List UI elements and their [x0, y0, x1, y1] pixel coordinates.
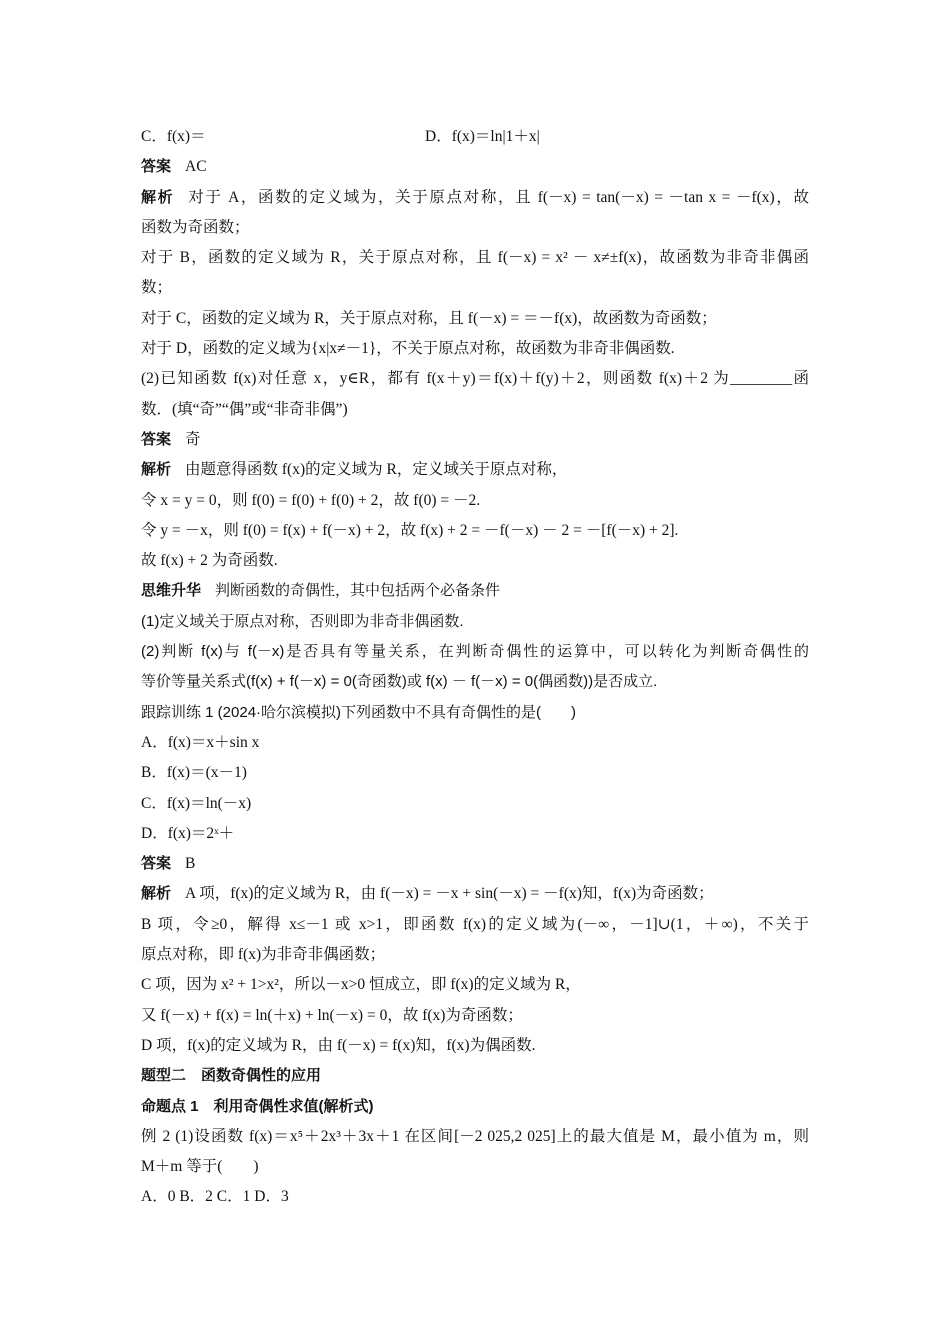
- subsection-heading: 命题点 1 利用奇偶性求值(解析式): [141, 1097, 374, 1115]
- option-d: D．f(x)＝ln|1＋x|: [425, 128, 540, 145]
- option-d: D．f(x)＝2ˣ＋: [141, 824, 235, 842]
- analysis-text: 对于 A，函数的定义域为，关于原点对称，且 f(－x) = tan(－x) = －tan x = －f(x)，故: [188, 188, 809, 206]
- answer-text: AC: [185, 158, 207, 176]
- text-line: 又 f(－x) + f(x) = ln(＋x) + ln(－x) = 0，故 f(x)为奇函数；: [141, 1006, 523, 1024]
- summary-label: 思维升华: [141, 582, 202, 600]
- text-line: M＋m 等于( ): [141, 1158, 259, 1176]
- analysis-line: [141, 879, 809, 909]
- option-a: A．f(x)＝x＋sin x: [141, 733, 260, 751]
- text-line: 函数为奇函数；: [141, 218, 250, 236]
- answer-text: 奇: [185, 430, 201, 448]
- option-c: C．f(x)＝: [141, 128, 206, 145]
- answer-text: B: [185, 855, 196, 873]
- text-line: 令 y = －x，则 f(0) = f(x) + f(－x) + 2，故 f(x) + 2 = －f(－x) － 2 = －[f(－x) + 2].: [141, 521, 679, 539]
- analysis-label: 解析: [141, 461, 172, 479]
- answer-label: 答案: [141, 430, 172, 448]
- option-cd-line: [141, 122, 809, 152]
- answer-label: 答案: [141, 158, 172, 176]
- text-line: 数．(填“奇”“偶”或“非奇非偶”): [141, 400, 348, 418]
- text-line: 对于 D，函数的定义域为{x|x≠－1}，不关于原点对称，故函数为非奇非偶函数.: [141, 340, 675, 358]
- analysis-text: A 项，f(x)的定义域为 R，由 f(－x) = －x + sin(－x) = －f(x)知，f(x)为奇函数；: [185, 885, 714, 903]
- document-page: [141, 122, 809, 1213]
- text-line: D 项，f(x)的定义域为 R，由 f(－x) = f(x)知，f(x)为偶函数.: [141, 1036, 536, 1054]
- text-line: 原点对称，即 f(x)为非奇非偶函数；: [141, 946, 386, 964]
- analysis-label: 解析: [141, 188, 175, 206]
- summary-heading-line: [141, 576, 809, 606]
- summary-line: (1)定义域关于原点对称，否则即为非奇非偶函数.: [141, 612, 464, 630]
- option-b: B．f(x)＝(x－1): [141, 764, 247, 782]
- text-line: C 项，因为 x² + 1>x²，所以－x>0 恒成立，即 f(x)的定义域为 R，: [141, 976, 581, 994]
- example-line: 例 2 (1)设函数 f(x)＝x⁵＋2x³＋3x＋1 在区间[－2 025,2 025]上的最大值是 M，最小值为 m，则: [141, 1127, 809, 1145]
- summary-line: (2)判断 f(x)与 f(－x)是否具有等量关系，在判断奇偶性的运算中，可以转化为判断奇偶性的: [141, 643, 809, 661]
- text-line: 数；: [141, 279, 173, 297]
- text-line: 对于 B，函数的定义域为 R，关于原点对称，且 f(－x) = x² － x≠±f(x)，故函数为非奇非偶函: [141, 249, 809, 267]
- answer-line: [141, 152, 809, 182]
- text-line: 令 x = y = 0，则 f(0) = f(0) + f(0) + 2，故 f(0) = －2.: [141, 491, 481, 509]
- analysis-line: [141, 183, 809, 213]
- analysis-line: [141, 455, 809, 485]
- option-c: C．f(x)＝ln(－x): [141, 794, 252, 812]
- analysis-label: 解析: [141, 885, 172, 903]
- section-heading: 题型二 函数奇偶性的应用: [141, 1067, 322, 1085]
- text-line: B 项，令≥0，解得 x≤－1 或 x>1，即函数 f(x)的定义域为(－∞，－1]∪(1，＋∞)，不关于: [141, 915, 809, 933]
- answer-line: [141, 849, 809, 879]
- answer-line: [141, 425, 809, 455]
- analysis-text: 由题意得函数 f(x)的定义域为 R，定义域关于原点对称，: [185, 461, 568, 479]
- options-line: A．0 B．2 C．1 D．3: [141, 1188, 289, 1206]
- question-line: (2)已知函数 f(x)对任意 x，y∈R，都有 f(x＋y)＝f(x)＋f(y)＋2，则函数 f(x)＋2 为________函: [141, 370, 809, 388]
- answer-label: 答案: [141, 855, 172, 873]
- summary-line: 等价等量关系式(f(x) + f(－x) = 0(奇函数)或 f(x) － f(－x) = 0(偶函数))是否成立.: [141, 673, 658, 691]
- summary-text: 判断函数的奇偶性，其中包括两个必备条件: [215, 582, 501, 600]
- practice-title: 跟踪训练 1 (2024·哈尔滨模拟)下列函数中不具有奇偶性的是( ): [141, 703, 577, 721]
- text-line: 故 f(x) + 2 为奇函数.: [141, 552, 278, 570]
- text-line: 对于 C，函数的定义域为 R，关于原点对称，且 f(－x) = ＝－f(x)，故函数为奇函数；: [141, 309, 717, 327]
